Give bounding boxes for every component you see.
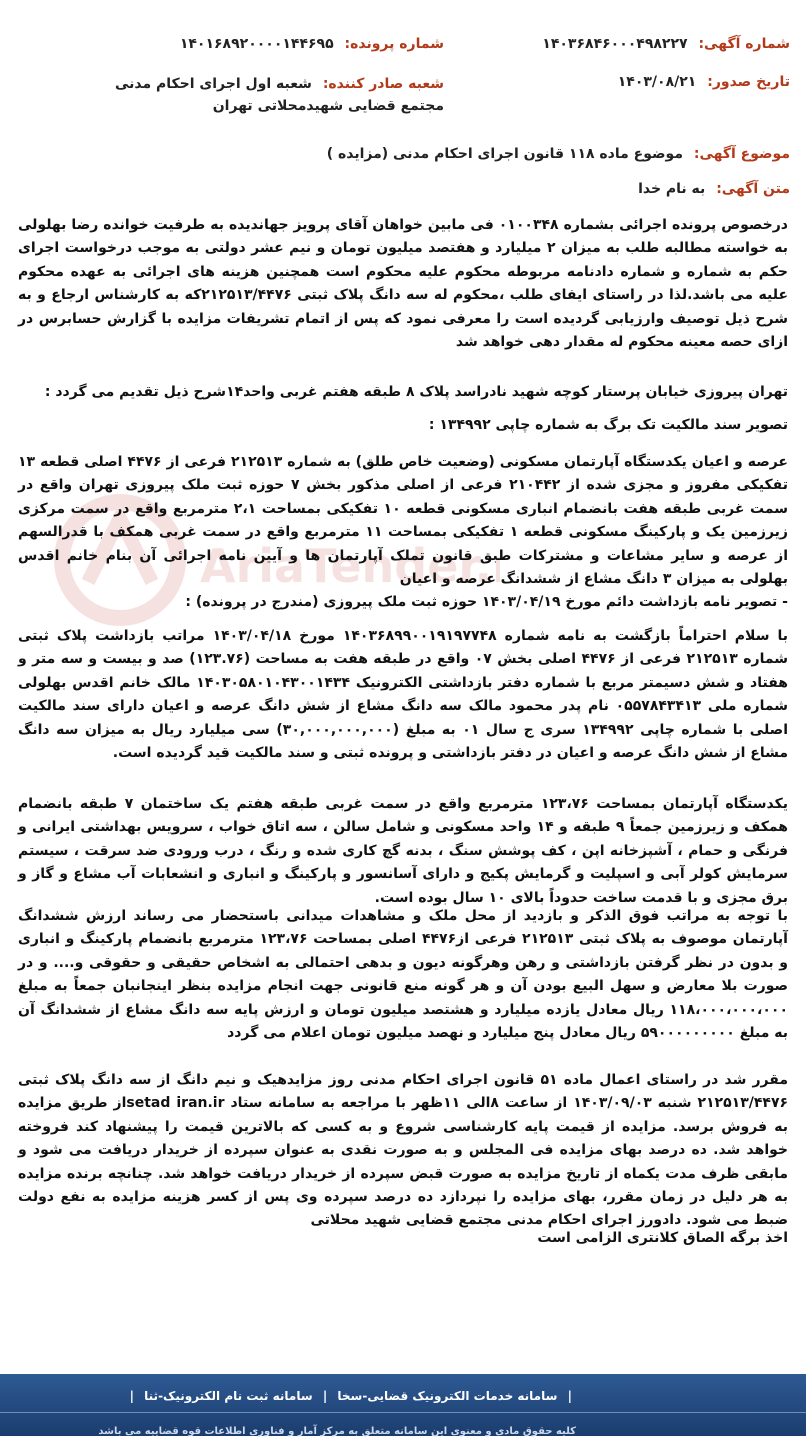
issuing-branch-row	[104, 73, 444, 117]
separator: |	[322, 1389, 328, 1403]
paragraph-valuation: با توجه به مراتب فوق الذکر و بازدید از محل ملک و مشاهدات میدانی باستحضار می رساند ارزش ششدانگ آپارتمان موصوف به پلاک ثبتی ۲۱۲۵۱۳ فرعی از۴۴۷۶ اصلی بمساحت ۱۲۳،۷۶ مترمربع بانضمام پارکینگ و انباری و بدون در نظر گرفتن بازداشتی و رهن وهرگونه دیون و بدهی احتمالی به اشخاص حقیقی و حقوقی و.... و در صورت بلا معارض و سهل البیع بودن آن و هر گونه منع قانونی جهت انجام مزایده بنظر اینجانبان جمعاً به مبلغ ۱۱۸،۰۰۰،۰۰۰،۰۰۰ ریال معادل یازده میلیارد و هشتصد میلیون تومان و ارزش پایه سه دانگ مشاع از ششدانگ آن به مبلغ ۵۹۰۰۰۰۰۰۰۰۰ ریال معادل پنج میلیارد و نهصد میلیون تومان اعلام می گردد	[18, 908, 788, 1042]
deed-heading: تصویر سند مالکیت تک برگ به شماره چاپی ۱۳۴۹۹۲ :	[428, 417, 788, 433]
ad-number-row	[542, 36, 790, 52]
separator: |	[129, 1389, 134, 1403]
paragraph-apartment-specs: یکدستگاه آپارتمان بمساحت ۱۲۳،۷۶ مترمربع واقع در سمت غربی طبقه هفتم یک ساختمان ۷ طبقه بانضمام همکف و زیرزمین جمعاً ۹ طبقه و ۱۴ واحد مسکونی و شامل سالن ، سه اتاق خواب ، سرویس بهداشتی ایرانی و فرنگی و حمام ، آشپزخانه اپن ، کف پوشش سنگ ، بدنه گچ کاری شده و رنگ ، درب ورودی ضد سرقت ، سیستم سرمایش کولر آبی و اسپلیت و گرمایش پکیج و دارای آسانسور و پارکینگ و انباری و انشعابات آب مشاع و گاز و برق مجزی و با قدمت ساخت حدوداً بالای ۱۰ سال بوده است.	[18, 796, 789, 906]
footer-links	[124, 1389, 578, 1403]
subject-value: موضوع ماده ۱۱۸ قانون اجرای احکام مدنی (مزایده )	[326, 146, 683, 162]
watermark-text: AriaTender.	[200, 539, 493, 593]
footer-copyright: کلیه حقوق مادی و معنوی این سامانه متعلق به مرکز آمار و فناوری اطلاعات قوه قضاییه می باشد	[98, 1426, 576, 1437]
subject-label: موضوع آگهی:	[693, 146, 790, 162]
issuing-branch-value: شعبه اول اجرای احکام مدنی مجتمع قضایی شهیدمحلاتی تهران	[114, 76, 444, 114]
text-label: متن آگهی:	[716, 181, 790, 197]
paragraph-property-description: عرصه و اعیان یکدستگاه آپارتمان مسکونی (وضعیت خاص طلق) به شماره ۲۱۲۵۱۳ فرعی از ۴۴۷۶ اصلی قطعه ۱۳ تفکیکی مفروز و مجزی شده از ۲۱۰۴۴۲ فرعی از اصلی مذکور بخش ۷ حوزه ثبت ملک پیروزی تهران واقع در سمت غربی طبقه هفت بانضمام انباری مسکونی قطعه ۱۰ تفکیکی بمساحت ۲،۱ مترمربع واقع در سمت مرکزی زیرزمین یک و پارکینگ مسکونی قطعه ۱ تفکیکی بمساحت ۱۱ مترمربع واقع در سمت غربی همکف با قدرالسهم از عرصه و سایر مشاعات و مشترکات طبق قانون تملک آپارتمان ها و آیین نامه اجرائی آن بنام خانم اقدس بهلولی به میزان ۳ دانگ مشاع از ششدانگ عرصه و اعیان	[18, 454, 788, 588]
police-stamp-note: اخذ برگه الصاق کلانتری الزامی است	[537, 1230, 788, 1246]
separator: |	[567, 1389, 572, 1403]
paragraph-auction-terms: مقرر شد در راستای اعمال ماده ۵۱ قانون اجرای احکام مدنی روز مزایدهیک و نیم دانگ از سه دانگ پلاک ثبتی ۲۱۲۵۱۳/۴۴۷۶ شنبه ۱۴۰۳/۰۹/۰۳ از ساعت ۸الی ۱۱ظهر با مراجعه به سامانه ستاد setad iran.irاز طریق مزایده به فروش برسد. مزایده از قیمت پایه کارشناسی شروع و به کسی که بالاترین قیمت را پیشنهاد کند فروخته خواهد شد. ده درصد بهای مزایده فی المجلس و به صورت نقدی به عنوان سپرده از خریدار دریافت می شود و مابقی ظرف مدت یکماه از تاریخ مزایده به صورت قبض سپرده از خریدار دریافت خواهد شد. چنانچه برنده مزایده به هر دلیل در زمان مقرر، بهای مزایده را نپردازد ده درصد سپرده وی پس از کسر هزینه مزایده به نفع دولت ضبط می شود. دادورز اجرای احکام مدنی مجتمع قضایی شهید محلاتی	[18, 1072, 789, 1229]
footer-link-sana[interactable]: سامانه ثبت نام الکترونیک-ثنا	[144, 1389, 313, 1403]
case-number-row	[180, 36, 444, 52]
footer-divider	[0, 1412, 806, 1413]
paragraph-case-details: درخصوص پرونده اجرائی بشماره ۰۱۰۰۳۴۸ فی مابین خواهان آقای پرویز جهاندیده به طرفیت خوانده رضا بهلولی به خواسته مطالبه طلب به میزان ۲ میلیارد و هفتصد میلیون تومان و نیم عشر دولتی به موجب درخواست اجرای حکم به شماره و شماره دادنامه مربوطه محکوم علیه محکوم است همچنین هزینه های اجرائی به عهده محکوم علیه می باشد.لذا در راستای ایفای طلب ،محکوم له سه دانگ پلاک ثبتی ۲۱۲۵۱۳/۴۴۷۶که به کارشناس ارجاع و به شرح ذیل توصیف وارزیابی گردیده است را معرفی نمود که پس از اتمام تشریفات مزایده با گزارش حسابرس در ازای حصه معینه محکوم له مقدار دهی خواهد شد	[18, 217, 789, 351]
property-address: تهران پیروزی خیابان پرستار کوچه شهید نادراسد پلاک ۸ طبقه هفتم غربی واحد۱۴شرح ذیل تقدیم می گردد :	[44, 384, 788, 400]
paragraph-seizure-letter: با سلام احتراماً بازگشت به نامه شماره ۱۴۰۳۶۸۹۹۰۰۱۹۱۹۷۷۴۸ مورخ ۱۴۰۳/۰۴/۱۸ مراتب بازداشت پلاک ثبتی شماره ۲۱۲۵۱۳ فرعی از ۴۴۷۶ اصلی بخش ۰۷ واقع در طبقه هفت به مساحت (۱۲۳.۷۶) صد و بیست و سه متر و هفتاد و شش دسیمتر مربع با شماره دفتر بازداشتی الکترونیک ۱۴۰۳۰۵۸۰۱۰۴۳۰۰۱۴۳۴ مالک خانم اقدس بهلولی شماره ملی ۰۵۵۷۸۴۳۴۱۳ نام پدر محمود مالک سه دانگ مشاع از شش دانگ عرصه و اعیان دارای سند مالکیت اصلی با شماره چاپی ۱۳۴۹۹۲ سری ج سال ۰۱ به مبلغ (۳۰,۰۰۰,۰۰۰,۰۰۰) سی میلیارد ریال به میزان سه دانگ مشاع از شش دانگ عرصه و اعیان در دفتر بازداشتی و پرونده ثبتی و سند مالکیت قید گردیده است.	[18, 628, 789, 762]
ad-number-value: ۱۴۰۳۶۸۴۶۰۰۰۴۹۸۲۲۷	[542, 36, 688, 52]
case-number-value: ۱۴۰۱۶۸۹۲۰۰۰۰۱۴۴۶۹۵	[179, 36, 334, 52]
issue-date-row	[618, 74, 790, 90]
issue-date-label: تاریخ صدور:	[707, 74, 790, 90]
issue-date-value: ۱۴۰۳/۰۸/۲۱	[617, 74, 697, 90]
case-number-label: شماره پرونده:	[344, 36, 444, 52]
footer	[0, 1374, 806, 1436]
ad-number-label: شماره آگهی:	[698, 36, 790, 52]
subject-row	[327, 146, 790, 162]
text-intro-row	[638, 181, 790, 197]
seizure-letter-heading: - تصویر نامه بازداشت دائم مورخ ۱۴۰۳/۰۴/۱۹ حوزه ثبت ملک پیروزی (مندرج در پرونده) :	[185, 594, 788, 610]
text-intro: به نام خدا	[638, 181, 706, 197]
issuing-branch-label: شعبه صادر کننده:	[322, 76, 444, 92]
footer-link-sakha[interactable]: سامانه خدمات الکترونیک قضایی-سخا	[337, 1389, 558, 1403]
